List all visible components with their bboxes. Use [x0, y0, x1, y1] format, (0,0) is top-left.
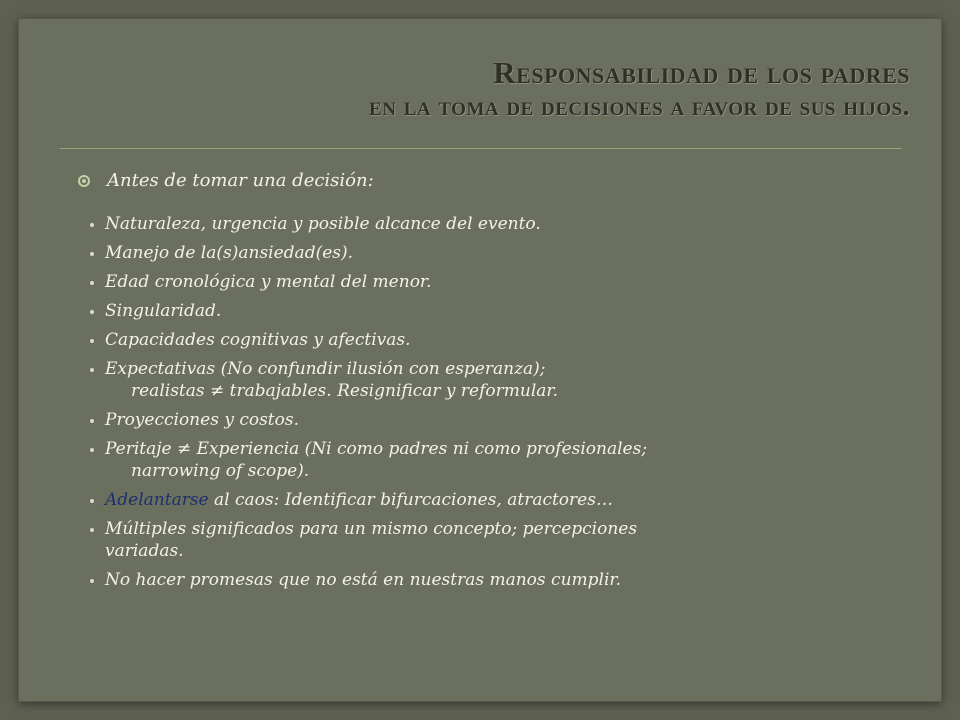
list-item-text: al caos: Identificar bifurcaciones, atractores…	[208, 490, 613, 510]
list-item	[78, 242, 908, 264]
dot-bullet-icon	[90, 528, 94, 532]
list-item	[78, 271, 908, 293]
list-item-text: Naturaleza, urgencia y posible alcance del evento.	[105, 214, 541, 234]
list-item-text: Peritaje ≠ Experiencia (Ni como padres ni como profesionales;	[105, 439, 648, 459]
main-bullet-text: Antes de tomar una decisión:	[107, 170, 374, 191]
circle-bullet-icon	[78, 175, 90, 187]
list-item-continuation: realistas ≠ trabajables. Resignificar y reformular.	[131, 381, 559, 401]
dot-bullet-icon	[90, 579, 94, 583]
list-item	[78, 300, 908, 322]
list-item	[78, 213, 908, 235]
list-item	[78, 489, 908, 511]
dot-bullet-icon	[90, 339, 94, 343]
list-item	[78, 329, 908, 351]
title-divider	[60, 148, 902, 149]
list-item-continuation: variadas.	[105, 541, 184, 561]
main-bullet	[78, 170, 908, 191]
list-item	[78, 358, 908, 402]
dot-bullet-icon	[90, 368, 94, 372]
dot-bullet-icon	[90, 281, 94, 285]
title-line-2: en la toma de decisiones a favor de sus hijos.	[369, 90, 910, 121]
title-line-1: Responsabilidad de los padres	[493, 55, 910, 90]
list-item	[78, 569, 908, 591]
list-item-text: Múltiples significados para un mismo concepto; percepciones	[105, 519, 638, 539]
list-item	[78, 409, 908, 431]
list-item-text: No hacer promesas que no está en nuestras manos cumplir.	[105, 570, 622, 590]
list-item-text: Capacidades cognitivas y afectivas.	[105, 330, 411, 350]
dot-bullet-icon	[90, 310, 94, 314]
dot-bullet-icon	[90, 252, 94, 256]
list-item-text: Edad cronológica y mental del menor.	[105, 272, 432, 292]
adelantarse-link[interactable]: Adelantarse	[105, 490, 209, 510]
dot-bullet-icon	[90, 499, 94, 503]
slide-content	[78, 170, 908, 598]
dot-bullet-icon	[90, 419, 94, 423]
list-item-continuation: narrowing of scope).	[131, 461, 310, 481]
list-item-text: Expectativas (No confundir ilusión con esperanza);	[105, 359, 546, 379]
slide-title	[70, 55, 910, 122]
list-item	[78, 438, 908, 482]
dot-bullet-icon	[90, 223, 94, 227]
sub-bullet-list	[78, 213, 908, 591]
dot-bullet-icon	[90, 448, 94, 452]
list-item-text: Proyecciones y costos.	[105, 410, 299, 430]
list-item	[78, 518, 908, 562]
list-item-text: Singularidad.	[105, 301, 222, 321]
list-item-text: Manejo de la(s)ansiedad(es).	[105, 243, 354, 263]
